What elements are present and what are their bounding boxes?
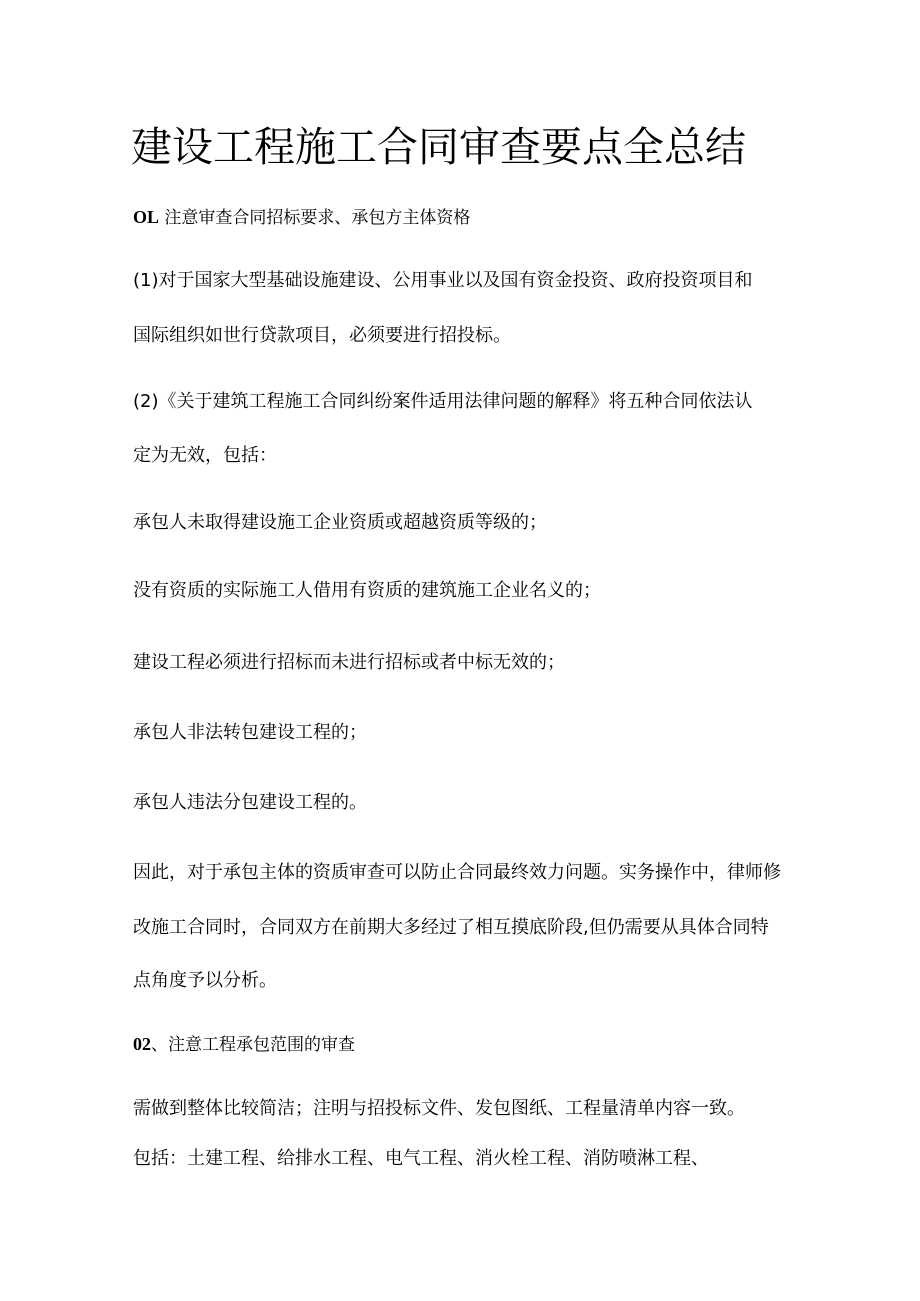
paragraph-1 xyxy=(133,268,793,349)
paragraph-2 xyxy=(133,389,793,469)
section-heading-2 xyxy=(133,1032,355,1057)
document-title: 建设工程施工合同审查要点全总结 xyxy=(131,123,746,171)
paragraph-2-line-2: 定为无效，包括： xyxy=(133,445,277,466)
section-heading-2-text: 、注意工程承包范围的审查 xyxy=(151,1035,355,1055)
paragraph-3-line-1: 因此，对于承包主体的资质审查可以防止合同最终效力问题。实务操作中，律师修 xyxy=(133,862,781,883)
paragraph-2-line-1: (2)《关于建筑工程施工合同纠纷案件适用法律问题的解释》将五种合同依法认 xyxy=(133,391,753,412)
paragraph-1-line-1: (1)对于国家大型基础设施建设、公用事业以及国有资金投资、政府投资项目和 xyxy=(133,270,753,291)
list-item: 承包人未取得建设施工企业资质或超越资质等级的； xyxy=(133,512,547,533)
paragraph-5: 包括：土建工程、给排水工程、电气工程、消火栓工程、消防喷淋工程、 xyxy=(133,1148,709,1169)
paragraph-3 xyxy=(133,860,793,994)
list-item: 承包人非法转包建设工程的； xyxy=(133,722,367,743)
list-item: 没有资质的实际施工人借用有资质的建筑施工企业名义的； xyxy=(133,580,601,601)
list-item: 承包人违法分包建设工程的。 xyxy=(133,792,367,813)
section-heading-1 xyxy=(133,205,470,230)
paragraph-4: 需做到整体比较简洁；注明与招投标文件、发包图纸、工程量清单内容一致。 xyxy=(133,1098,745,1119)
list-item: 建设工程必须进行招标而未进行招标或者中标无效的； xyxy=(133,652,565,673)
section-number-2: 02 xyxy=(133,1034,151,1054)
paragraph-1-line-2: 国际组织如世行贷款项目，必须要进行招投标。 xyxy=(133,325,511,346)
section-number-1: OL xyxy=(133,207,160,227)
paragraph-3-line-2: 改施工合同时，合同双方在前期大多经过了相互摸底阶段,但仍需要从具体合同特 xyxy=(133,917,769,938)
section-heading-1-text: 注意审查合同招标要求、承包方主体资格 xyxy=(164,208,471,228)
paragraph-3-line-3: 点角度予以分析。 xyxy=(133,970,277,991)
